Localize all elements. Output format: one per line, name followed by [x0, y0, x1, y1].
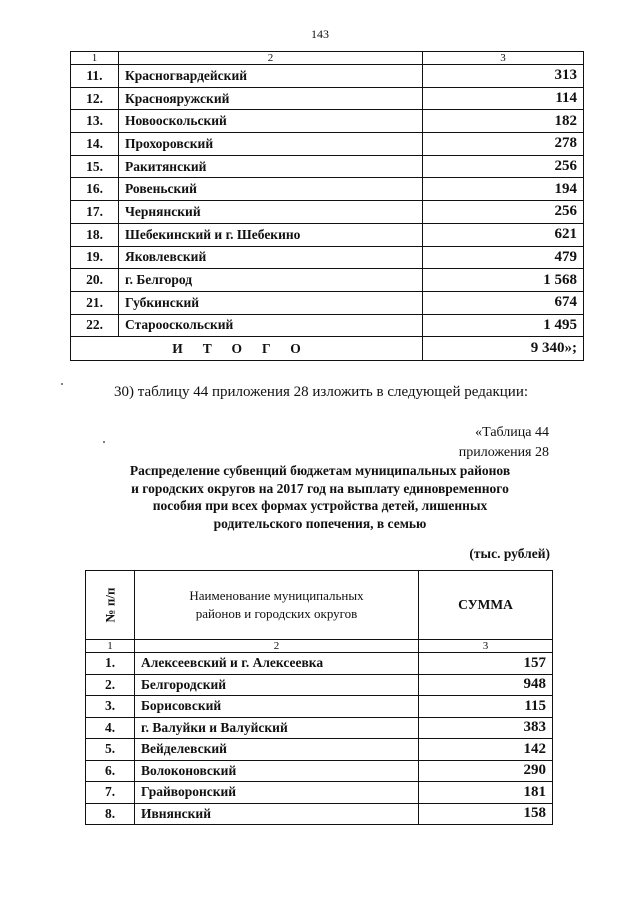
- district-name: Шебекинский и г. Шебекино: [119, 223, 423, 246]
- district-name: Старооскольский: [119, 314, 423, 337]
- table-header-row: [86, 571, 553, 640]
- row-sum: 256: [423, 201, 584, 224]
- district-name: Грайворонский: [135, 782, 419, 804]
- row-sum: 158: [419, 803, 553, 825]
- table-row: [86, 717, 553, 739]
- table-row: [71, 291, 584, 314]
- units-label: (тыс. рублей): [469, 546, 550, 561]
- row-number: 2.: [86, 674, 135, 696]
- header-number-text: № п/п: [102, 587, 117, 623]
- row-sum: 278: [423, 133, 584, 156]
- row-number: 4.: [86, 717, 135, 739]
- district-name: Ровеньский: [119, 178, 423, 201]
- table-row: [86, 739, 553, 761]
- table-row: [71, 65, 584, 88]
- page-number: 143: [311, 27, 329, 41]
- row-number: 8.: [86, 803, 135, 825]
- table-row: [86, 696, 553, 718]
- column-number: 1: [86, 640, 135, 653]
- table-row: [71, 201, 584, 224]
- district-name: Белгородский: [135, 674, 419, 696]
- row-number: 6.: [86, 760, 135, 782]
- table-title: [90, 462, 550, 532]
- allocation-table: [85, 570, 553, 825]
- row-number: 18.: [71, 223, 119, 246]
- district-name: Ракитянский: [119, 155, 423, 178]
- row-sum: 182: [423, 110, 584, 133]
- table-row: [71, 178, 584, 201]
- table-reference-line: приложения 28: [458, 445, 549, 460]
- district-name: Краснояружский: [119, 87, 423, 110]
- header-sum: СУММА: [419, 571, 553, 640]
- table-row: [86, 803, 553, 825]
- row-sum: 479: [423, 246, 584, 269]
- column-number-row: [71, 52, 584, 65]
- header-name-line: районов и городских округов: [195, 606, 358, 621]
- row-number: 17.: [71, 201, 119, 224]
- table-row: [71, 223, 584, 246]
- table-row: [71, 133, 584, 156]
- scan-speck: [61, 383, 63, 385]
- column-number: 3: [423, 52, 584, 65]
- scan-speck: [103, 441, 105, 443]
- table-row: [71, 110, 584, 133]
- total-label: [71, 337, 423, 361]
- instruction-text: 30) таблицу 44 приложения 28 изложить в следующей редакции:: [114, 384, 529, 400]
- column-number-row: [86, 640, 553, 653]
- table-row: [71, 269, 584, 292]
- row-number: 22.: [71, 314, 119, 337]
- row-sum: 313: [423, 65, 584, 88]
- column-number: 2: [135, 640, 419, 653]
- district-name: Губкинский: [119, 291, 423, 314]
- total-sum: 9 340»;: [423, 337, 584, 361]
- row-number: 3.: [86, 696, 135, 718]
- row-number: 13.: [71, 110, 119, 133]
- district-name: Борисовский: [135, 696, 419, 718]
- table-row: [71, 155, 584, 178]
- title-line: Распределение субвенций бюджетам муниципальных районов: [129, 463, 511, 478]
- row-sum: 181: [419, 782, 553, 804]
- table-reference: [459, 423, 549, 463]
- table-reference-line: «Таблица 44: [475, 425, 549, 440]
- district-name: г. Белгород: [119, 269, 423, 292]
- row-number: 19.: [71, 246, 119, 269]
- row-sum: 1 495: [423, 314, 584, 337]
- table-row: [86, 782, 553, 804]
- table-row: [71, 314, 584, 337]
- row-number: 20.: [71, 269, 119, 292]
- total-row: [71, 337, 584, 361]
- row-sum: 674: [423, 291, 584, 314]
- table-row: [71, 246, 584, 269]
- row-sum: 114: [423, 87, 584, 110]
- row-sum: 194: [423, 178, 584, 201]
- row-number: 15.: [71, 155, 119, 178]
- row-number: 16.: [71, 178, 119, 201]
- title-line: пособия при всех формах устройства детей, лишенных: [152, 498, 488, 513]
- district-name: Новооскольский: [119, 110, 423, 133]
- table-row: [86, 674, 553, 696]
- row-sum: 621: [423, 223, 584, 246]
- table-row: [71, 87, 584, 110]
- row-number: 1.: [86, 653, 135, 675]
- row-number: 11.: [71, 65, 119, 88]
- row-sum: 142: [419, 739, 553, 761]
- district-name: Вейделевский: [135, 739, 419, 761]
- row-sum: 290: [419, 760, 553, 782]
- district-name: Красногвардейский: [119, 65, 423, 88]
- row-sum: 115: [419, 696, 553, 718]
- row-number: 5.: [86, 739, 135, 761]
- row-number: 14.: [71, 133, 119, 156]
- header-number: [86, 571, 135, 640]
- title-line: и городских округов на 2017 год на выплату единовременного: [131, 480, 509, 496]
- row-number: 12.: [71, 87, 119, 110]
- total-label-text: ИТОГО: [172, 340, 321, 356]
- allocation-table-continued: [70, 51, 584, 361]
- row-sum: 948: [419, 674, 553, 696]
- column-number: 3: [419, 640, 553, 653]
- district-name: Волоконовский: [135, 760, 419, 782]
- row-sum: 1 568: [423, 269, 584, 292]
- row-sum: 383: [419, 717, 553, 739]
- district-name: Ивнянский: [135, 803, 419, 825]
- column-number: 1: [71, 52, 119, 65]
- header-name: [135, 571, 419, 640]
- district-name: Алексеевский и г. Алексеевка: [135, 653, 419, 675]
- header-name-line: Наименование муниципальных: [189, 588, 364, 603]
- column-number: 2: [119, 52, 423, 65]
- district-name: Чернянский: [119, 201, 423, 224]
- table-row: [86, 653, 553, 675]
- title-line: родительского попечения, в семью: [213, 515, 427, 531]
- row-number: 21.: [71, 291, 119, 314]
- table-row: [86, 760, 553, 782]
- district-name: г. Валуйки и Валуйский: [135, 717, 419, 739]
- row-sum: 256: [423, 155, 584, 178]
- row-number: 7.: [86, 782, 135, 804]
- district-name: Яковлевский: [119, 246, 423, 269]
- district-name: Прохоровский: [119, 133, 423, 156]
- row-sum: 157: [419, 653, 553, 675]
